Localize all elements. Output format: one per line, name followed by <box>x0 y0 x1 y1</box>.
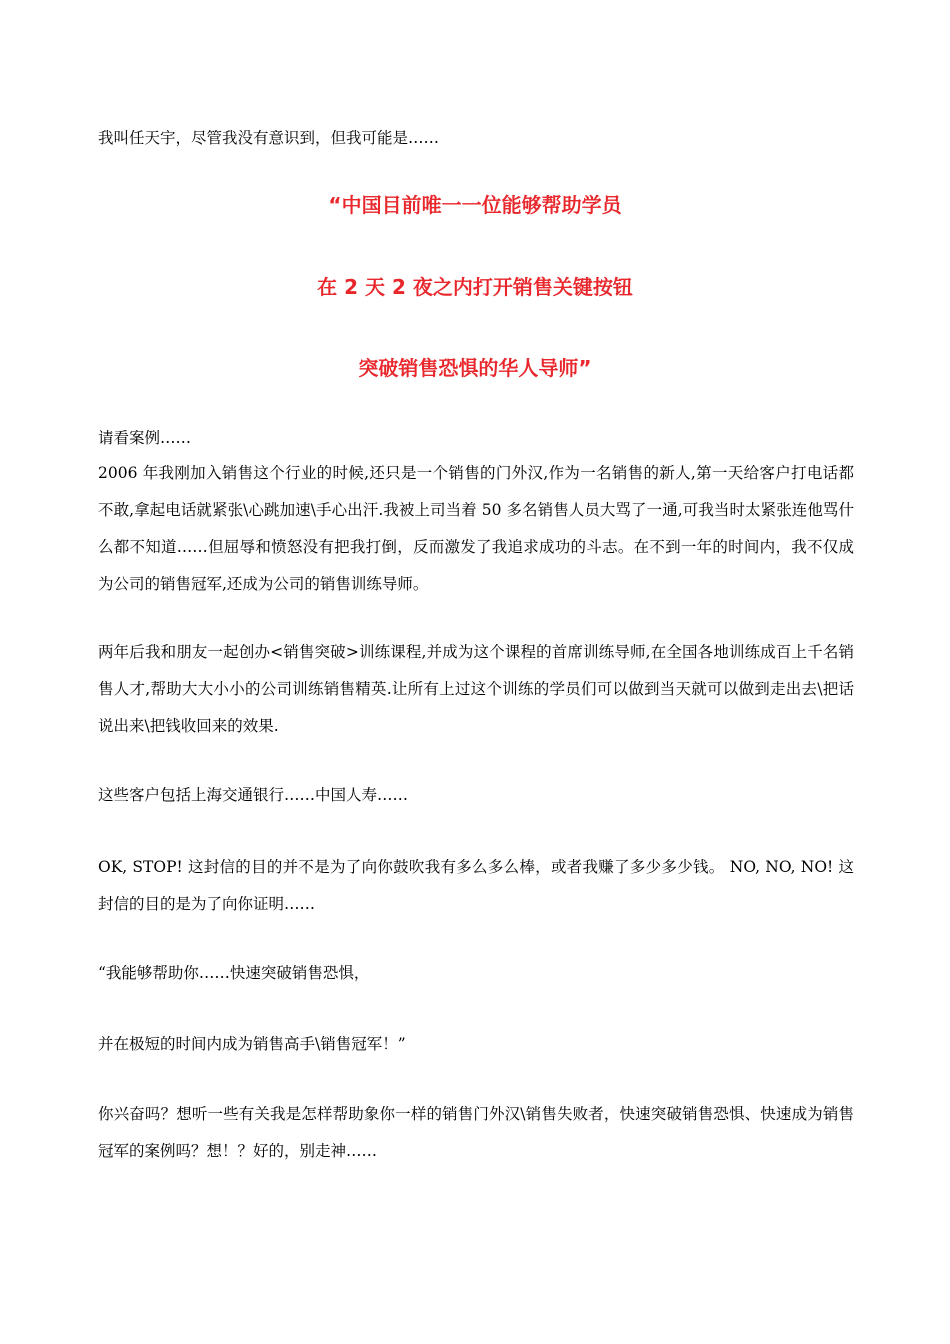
quote-line-1: “我能够帮助你……快速突破销售恐惧， <box>98 964 370 982</box>
closing-paragraph: 你兴奋吗？想听一些有关我是怎样帮助象你一样的销售门外汉\销售失败者，快速突破销售恐惧、快速成为销售冠军的案例吗？想！？好的，别走神…… <box>98 1105 854 1160</box>
headline-line-3: 突破销售恐惧的华人导师” <box>358 356 592 380</box>
story-paragraph-1: 2006 年我刚加入销售这个行业的时候,还只是一个销售的门外汉,作为一名销售的新人,第一天给客户打电话都不敢,拿起电话就紧张\心跳加速\手心出汗.我被上司当着 50 多名销售人员大骂了一通,可我当时太紧张连他骂什么都不知道……但屈辱和愤怒没有把我打倒，反而激发了我追求成功的斗志。在不到一年的时间内，我不仅成为公司的销售冠军,还成为公司的销售训练导师。 <box>98 464 854 593</box>
headline-line-2: 在 2 天 2 夜之内打开销售关键按钮 <box>317 275 633 299</box>
story-paragraph-2: 两年后我和朋友一起创办<销售突破>训练课程,并成为这个课程的首席训练导师,在全国各地训练成百上千名销售人才,帮助大大小小的公司训练销售精英.让所有上过这个训练的学员们可以做到当天就可以做到走出去\把话说出来\把钱收回来的效果. <box>98 643 854 735</box>
clients-line: 这些客户包括上海交通银行……中国人寿…… <box>98 786 409 804</box>
case-intro: 请看案例…… <box>98 429 192 447</box>
stop-paragraph: OK, STOP! 这封信的目的并不是为了向你鼓吹我有多么多么棒，或者我赚了多少多少钱。 NO, NO, NO! 这封信的目的是为了向你证明…… <box>98 858 854 913</box>
headline-line-1: “中国目前唯一一位能够帮助学员 <box>328 193 622 217</box>
quote-line-2: 并在极短的时间内成为销售高手\销售冠军！” <box>98 1035 406 1053</box>
intro-line: 我叫任天宇，尽管我没有意识到，但我可能是…… <box>98 129 440 147</box>
